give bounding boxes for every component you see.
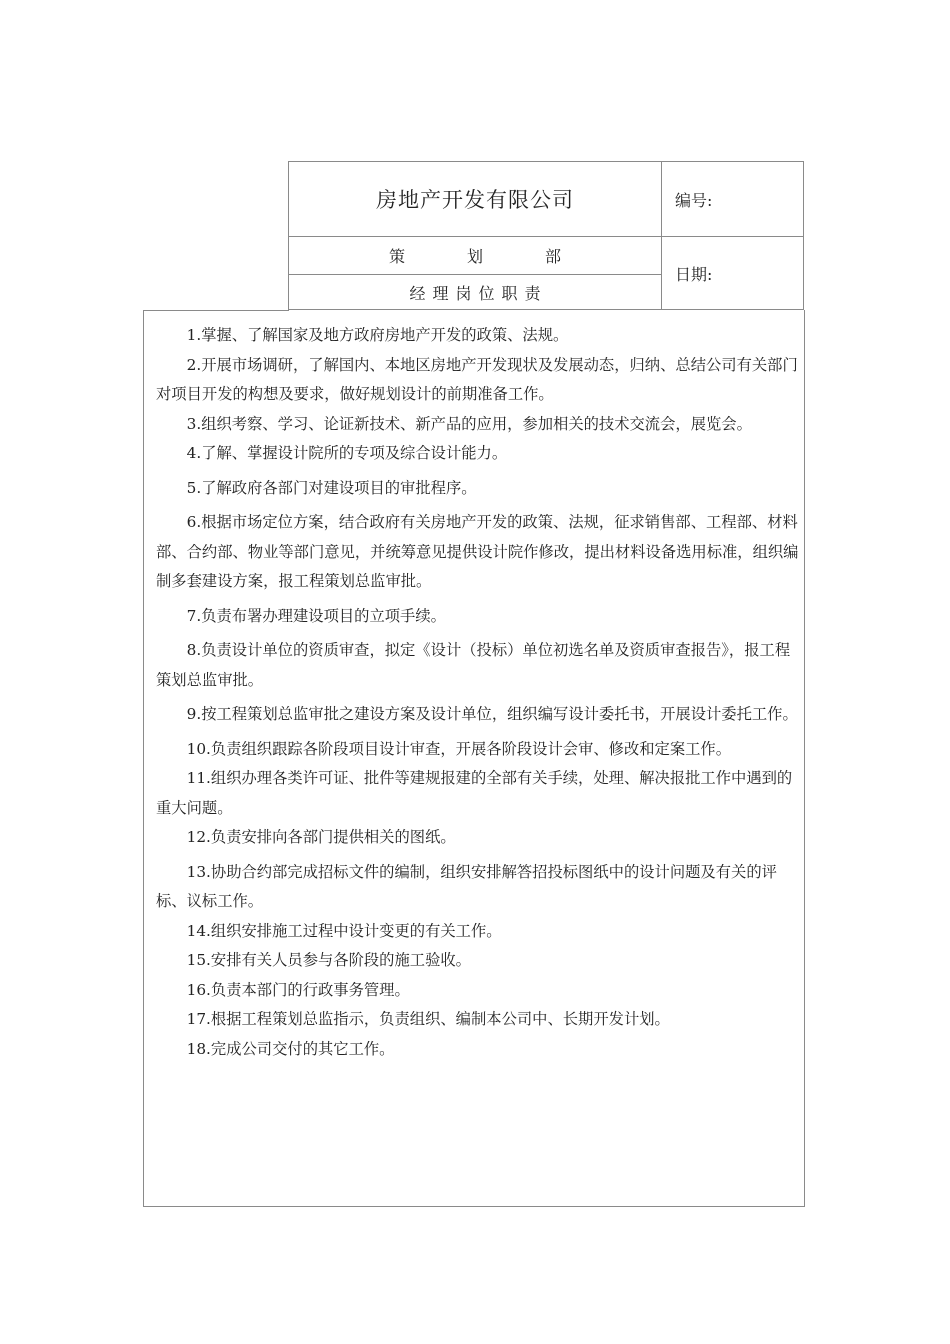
duty-item: 7.负责布署办理建设项目的立项手续。	[186, 606, 446, 625]
department-name: 策划部	[388, 247, 623, 266]
duty-item: 11.组织办理各类许可证、批件等建规报建的全部有关手续，处理、解决报批工作中遇到的重大问题。	[156, 769, 793, 817]
date-label: 日期:	[675, 265, 713, 284]
duty-item: 5.了解政府各部门对建设项目的审批程序。	[186, 478, 477, 497]
duty-item: 9.按工程策划总监审批之建设方案及设计单位，组织编写设计委托书，开展设计委托工作。	[186, 705, 798, 723]
company-name: 房地产开发有限公司	[376, 188, 574, 212]
header-table	[288, 161, 804, 310]
duty-item: 2.开展市场调研，了解国内、本地区房地产开发现状及发展动态，归纳、总结公司有关部门对项目开发的构想及要求，做好规划设计的前期准备工作。	[156, 355, 798, 403]
duty-item: 10.负责组织跟踪各阶段项目设计审查，开展各阶段设计会审、修改和定案工作。	[186, 739, 732, 758]
duty-item: 12.负责安排向各部门提供相关的图纸。	[186, 828, 456, 846]
duty-item: 13.协助合约部完成招标文件的编制，组织安排解答招投标图纸中的设计问题及有关的评标、议标工作。	[156, 862, 777, 910]
duty-item: 4.了解、掌握设计院所的专项及综合设计能力。	[186, 444, 508, 462]
number-label: 编号:	[675, 190, 713, 210]
duty-item: 3.组织考察、学习、论证新技术、新产品的应用，参加相关的技术交流会，展览会。	[186, 414, 752, 433]
duty-item: 15.安排有关人员参与各阶段的施工验收。	[186, 951, 471, 969]
duties-box	[143, 310, 805, 1207]
position-title: 经理岗位职责	[409, 284, 548, 303]
duties-list	[156, 321, 804, 1064]
duty-item: 1.掌握、了解国家及地方政府房地产开发的政策、法规。	[186, 326, 569, 344]
duty-item: 6.根据市场定位方案，结合政府有关房地产开发的政策、法规，征求销售部、工程部、材料部、合约部、物业等部门意见，并统筹意见提供设计院作修改，提出材料设备选用标准，组织编制多套建设方案，报工程策划总监审批。	[156, 513, 799, 590]
duty-item: 16.负责本部门的行政事务管理。	[186, 980, 410, 999]
box-top-border	[144, 310, 289, 311]
duty-item: 18.完成公司交付的其它工作。	[186, 1039, 395, 1058]
duty-item: 8.负责设计单位的资质审查，拟定《设计（投标）单位初选名单及资质审查报告》，报工程策划总监审批。	[156, 641, 791, 689]
duty-item: 17.根据工程策划总监指示，负责组织、编制本公司中、长期开发计划。	[186, 1010, 670, 1028]
duty-item: 14.组织安排施工过程中设计变更的有关工作。	[186, 921, 502, 940]
